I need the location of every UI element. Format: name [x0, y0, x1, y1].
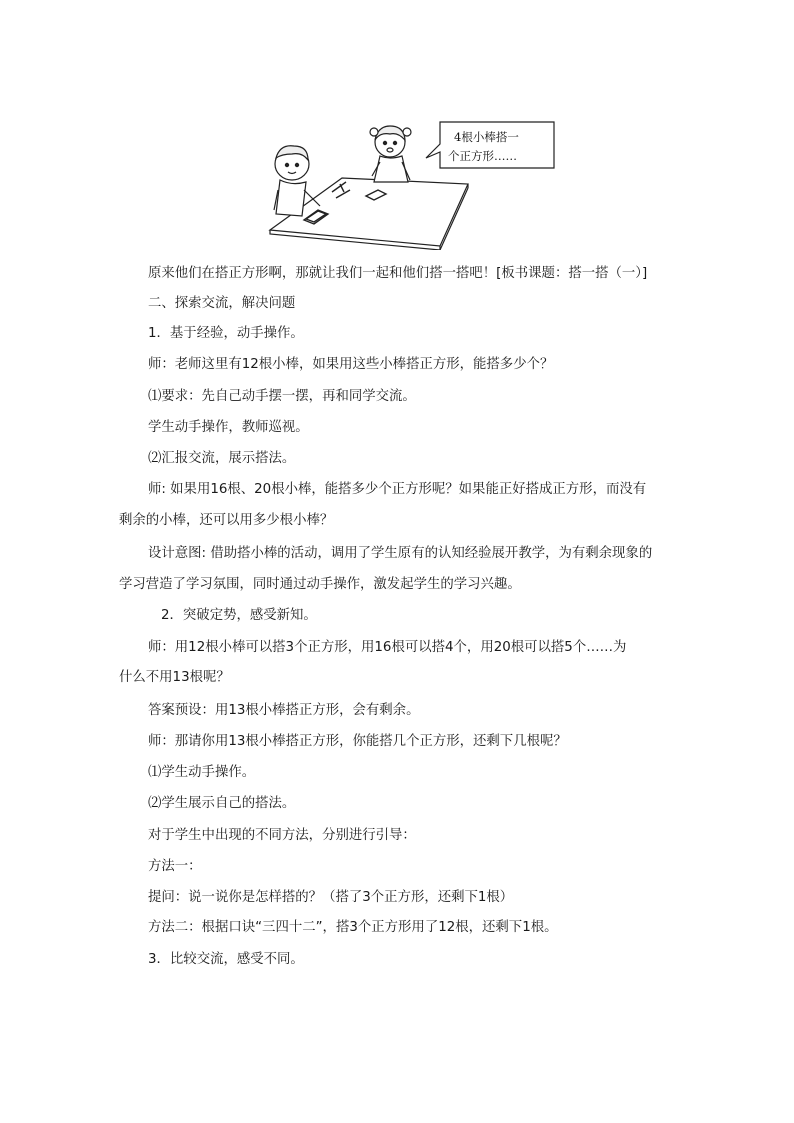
design-intent: 设计意图: 借助搭小棒的活动，调用了学生原有的认知经验展开教学，为有剩余现象的	[148, 546, 653, 561]
requirement-item: ⑴要求：先自己动手摆一摆，再和同学交流。	[148, 389, 416, 404]
speech-line-1: 4根小棒搭一	[454, 130, 519, 144]
design-intent-cont: 学习营造了学习氛围，同时通过动手操作，激发起学生的学习兴趣。	[119, 577, 521, 592]
students-show-item: ⑵学生展示自己的搭法。	[148, 796, 296, 811]
children-building-squares-illustration	[262, 118, 562, 250]
teacher-question-16-20-cont: 剩余的小棒，还可以用多少根小棒？	[119, 513, 334, 528]
students-operate-item: ⑴学生动手操作。	[148, 765, 256, 780]
teacher-question-13: 师：那请你用13根小棒搭正方形，你能搭几个正方形，还剩下几根呢？	[148, 734, 567, 749]
method-two: 方法二：根据口诀“三四十二”，搭3个正方形用了12根，还剩下1根。	[148, 920, 558, 935]
paragraph-intro: 原来他们在搭正方形啊，那就让我们一起和他们搭一搭吧！[板书课题：搭一搭（一）]	[148, 266, 648, 281]
step-2-heading: 2．突破定势，感受新知。	[161, 608, 317, 623]
girl-figure	[370, 126, 411, 182]
step-3-heading: 3．比较交流，感受不同。	[148, 952, 304, 967]
heading-explore: 二、探索交流，解决问题	[148, 296, 296, 311]
report-item: ⑵汇报交流，展示搭法。	[148, 451, 296, 466]
teacher-statement-squares: 师：用12根小棒可以搭3个正方形，用16根可以搭4个，用20根可以搭5个……为	[148, 640, 627, 655]
speech-line-2: 个正方形……	[448, 149, 517, 163]
step-1-heading: 1．基于经验，动手操作。	[148, 326, 304, 341]
guidance-intro: 对于学生中出现的不同方法，分别进行引导：	[148, 828, 416, 843]
teacher-question-16-20: 师: 如果用16根、20根小棒，能搭多少个正方形呢？如果能正好搭成正方形，而没有	[148, 482, 647, 497]
teacher-statement-squares-cont: 什么不用13根呢？	[119, 670, 230, 685]
method-one: 方法一：	[148, 859, 202, 874]
speech-bubble	[426, 122, 554, 168]
question-how: 提问：说一说你是怎样搭的？（搭了3个正方形，还剩下1根）	[148, 890, 514, 905]
answer-preview: 答案预设：用13根小棒搭正方形，会有剩余。	[148, 703, 420, 718]
teacher-question-12: 师：老师这里有12根小棒，如果用这些小棒搭正方形，能搭多少个？	[148, 357, 554, 372]
students-operate: 学生动手操作，教师巡视。	[148, 420, 309, 435]
